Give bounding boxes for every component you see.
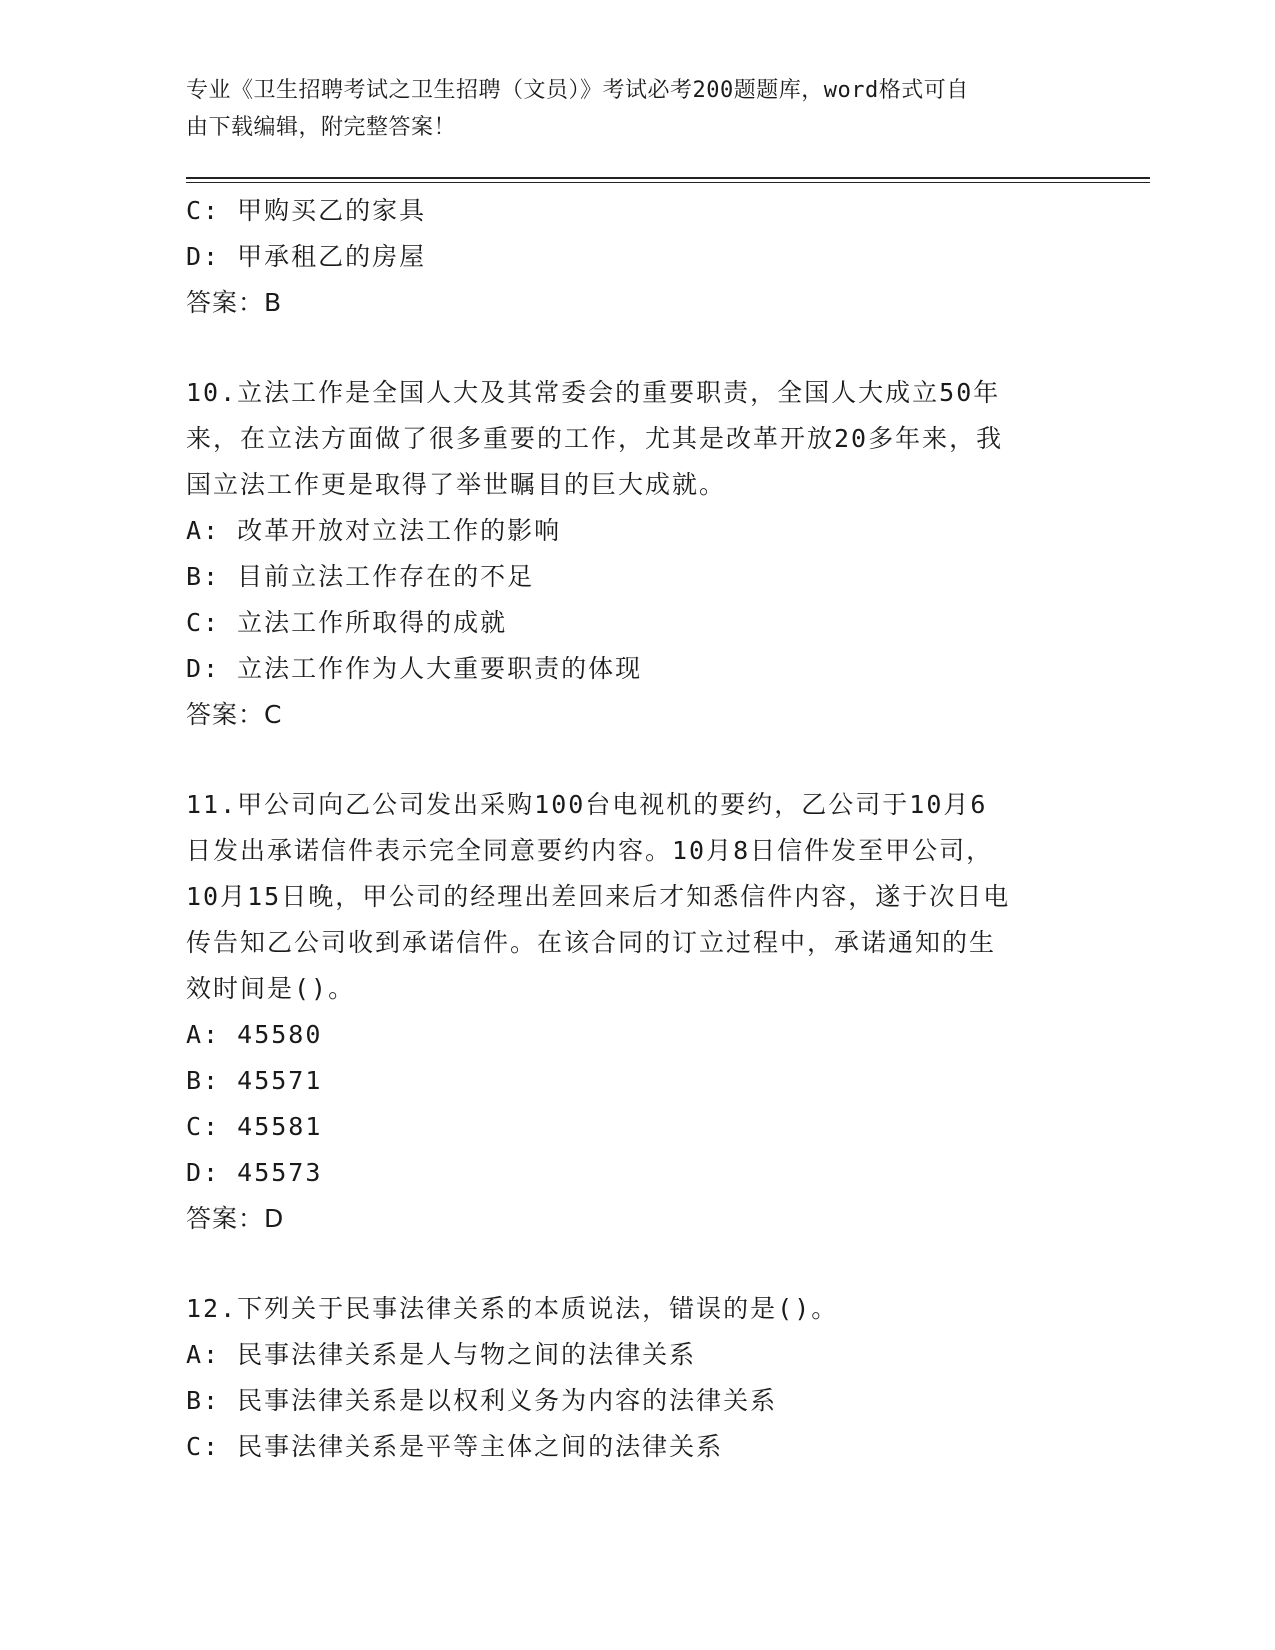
question-text-line: 10月15日晚，甲公司的经理出差回来后才知悉信件内容，遂于次日电 [186, 882, 1011, 911]
question-11 [186, 782, 1086, 1242]
header-line-1: 专业《卫生招聘考试之卫生招聘（文员）》考试必考200题题库，word格式可自 [186, 78, 969, 103]
option-d: D: 45573 [186, 1158, 323, 1187]
answer-line: 答案：D [186, 1204, 285, 1233]
option-a: A: 改革开放对立法工作的影响 [186, 516, 562, 545]
header-line-2: 由下载编辑，附完整答案！ [186, 115, 457, 140]
answer-line: 答案：C [186, 700, 283, 729]
spacer [186, 738, 1086, 782]
spacer [186, 326, 1086, 370]
question-text-line: 传告知乙公司收到承诺信件。在该合同的订立过程中，承诺通知的生 [186, 928, 997, 957]
option-c: C: 甲购买乙的家具 [186, 196, 427, 225]
option-a: A: 民事法律关系是人与物之间的法律关系 [186, 1340, 697, 1369]
header-divider-thin [186, 182, 1150, 183]
option-c: C: 45581 [186, 1112, 323, 1141]
question-9-tail [186, 188, 1086, 326]
answer-line: 答案：B [186, 288, 283, 317]
option-a: A: 45580 [186, 1020, 323, 1049]
spacer [186, 1242, 1086, 1286]
question-12 [186, 1286, 1086, 1470]
question-text-line: 11.甲公司向乙公司发出采购100台电视机的要约，乙公司于10月6 [186, 790, 988, 819]
header-divider-thick [186, 177, 1150, 179]
document-header [186, 72, 1086, 146]
question-text-line: 日发出承诺信件表示完全同意要约内容。10月8日信件发至甲公司， [186, 836, 994, 865]
option-c: C: 立法工作所取得的成就 [186, 608, 508, 637]
question-text-line: 来，在立法方面做了很多重要的工作，尤其是改革开放20多年来，我 [186, 424, 1004, 453]
question-body [186, 188, 1086, 1470]
option-b: B: 45571 [186, 1066, 323, 1095]
option-c: C: 民事法律关系是平等主体之间的法律关系 [186, 1432, 724, 1461]
question-text-line: 10.立法工作是全国人大及其常委会的重要职责，全国人大成立50年 [186, 378, 1001, 407]
option-b: B: 目前立法工作存在的不足 [186, 562, 535, 591]
question-text-line: 效时间是()。 [186, 974, 356, 1003]
option-b: B: 民事法律关系是以权利义务为内容的法律关系 [186, 1386, 778, 1415]
option-d: D: 立法工作作为人大重要职责的体现 [186, 654, 643, 683]
question-text-line: 12.下列关于民事法律关系的本质说法，错误的是()。 [186, 1294, 839, 1323]
question-text-line: 国立法工作更是取得了举世瞩目的巨大成就。 [186, 470, 727, 499]
question-10 [186, 370, 1086, 738]
option-d: D: 甲承租乙的房屋 [186, 242, 427, 271]
